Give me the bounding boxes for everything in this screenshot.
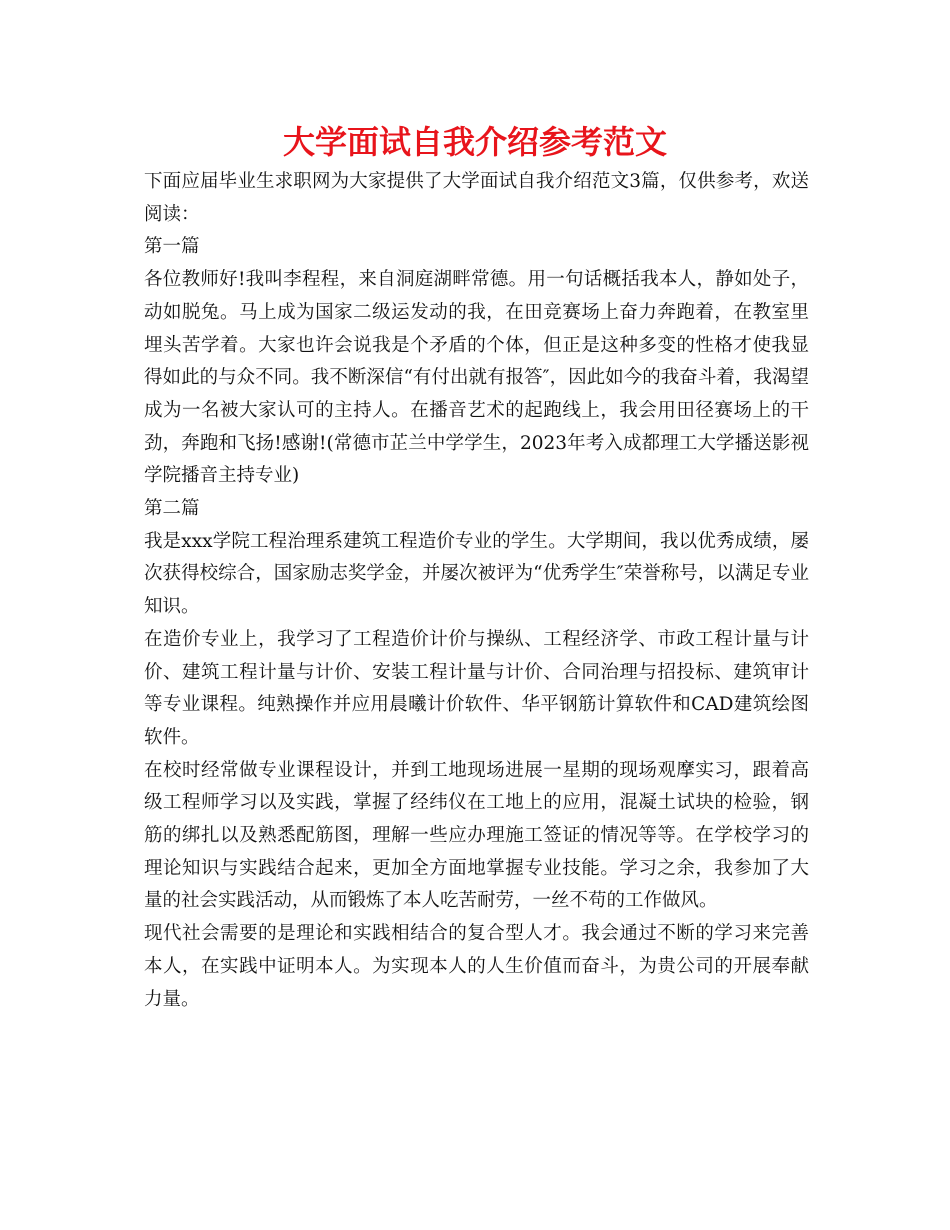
document-title: 大学面试自我介绍参考范文 [282,123,667,161]
body-paragraph: 在校时经常做专业课程设计，并到工地现场进展一星期的现场观摩实习，跟着高级工程师学习以及实践，掌握了经纬仪在工地上的应用，混凝土试块的检验，钢筋的绑扎以及熟悉配筋图，理解一些应办理施工签证的情况等等。在学校学习的理论知识与实践结合起来，更加全方面地掌握专业技能。学习之余，我参加了大量的社会实践活动，从而锻炼了本人吃苦耐劳，一丝不苟的工作做风。 [144,759,809,912]
body-paragraph: 现代社会需要的是理论和实践相结合的复合型人才。我会通过不断的学习来完善本人，在实践中证明本人。为实现本人的人生价值而奋斗，为贵公司的开展奉献力量。 [144,923,809,1010]
body-paragraph: 我是xxx学院工程治理系建筑工程造价专业的学生。大学期间，我以优秀成绩，屡次获得校综合，国家励志奖学金，并屡次被评为“优秀学生″荣誉称号，以满足专业知识。 [144,530,809,618]
section-heading-second: 第二篇 [144,498,200,520]
body-paragraph: 在造价专业上，我学习了工程造价计价与操纵、工程经济学、市政工程计量与计价、建筑工程计量与计价、安装工程计量与计价、合同治理与招投标、建筑审计等专业课程。纯熟操作并应用晨曦计价软件、华平钢筋计算软件和CAD建筑绘图软件。 [144,628,809,748]
body-paragraph: 各位教师好!我叫李程程，来自洞庭湖畔常德。用一句话概括我本人，静如处子，动如脱兔。马上成为国家二级运发动的我，在田竞赛场上奋力奔跑着，在教室里埋头苦学着。大家也许会说我是个矛盾的个体，但正是这种多变的性格才使我显得如此的与众不同。我不断深信“有付出就有报答″，因此如今的我奋斗着，我渴望成为一名被大家认可的主持人。在播音艺术的起跑线上，我会用田径赛场上的干劲，奔跑和飞扬!感谢!(常德市芷兰中学学生，2023年考入成都理工大学播送影视学院播音主持专业) [144,269,810,487]
section-heading-first: 第一篇 [144,236,200,258]
intro-paragraph: 下面应届毕业生求职网为大家提供了大学面试自我介绍范文3篇，仅供参考，欢送阅读： [144,171,809,225]
document-body [144,166,809,1016]
